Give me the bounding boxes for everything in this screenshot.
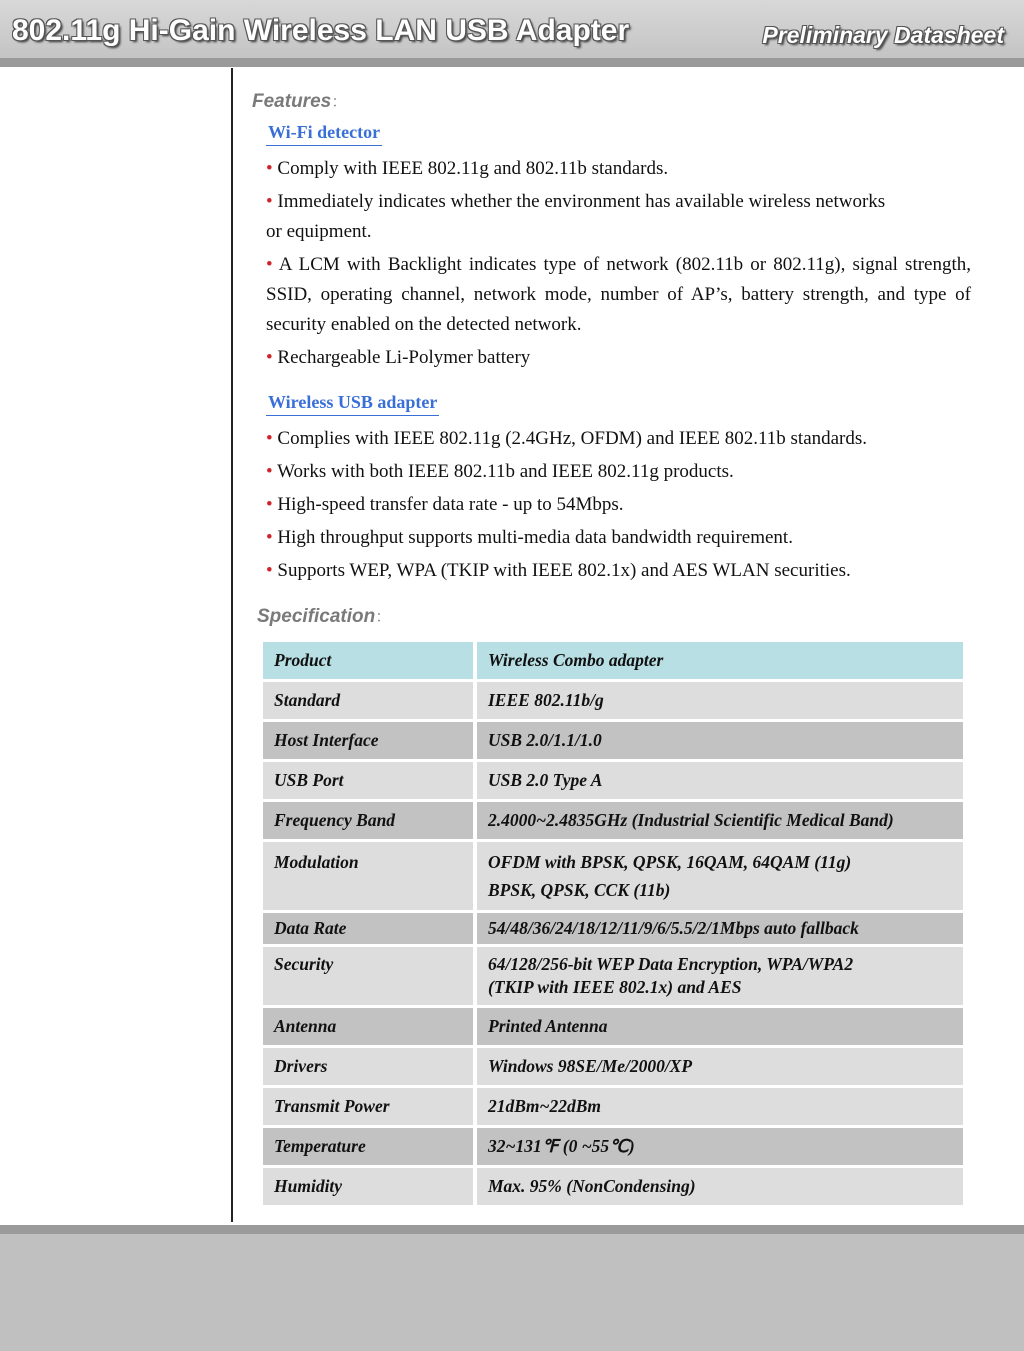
wifi-detector-subheading: Wi-Fi detector [266, 122, 382, 146]
footer-band [0, 1234, 1024, 1351]
list-item [266, 490, 971, 520]
list-item-text: Complies with IEEE 802.11g (2.4GHz, OFDM) and IEEE 802.11b standards. [277, 428, 868, 449]
spec-value: 21dBm~22dBm [477, 1088, 963, 1125]
bullet-icon: • [266, 461, 273, 482]
list-item [266, 457, 971, 487]
spec-value: Windows 98SE/Me/2000/XP [477, 1048, 963, 1085]
spec-label: Humidity [263, 1168, 473, 1205]
spec-label: Data Rate [263, 913, 473, 944]
document-subtitle: Preliminary Datasheet [762, 22, 1004, 48]
spec-value: Max. 95% (NonCondensing) [477, 1168, 963, 1205]
list-item-text: High throughput supports multi-media data bandwidth requirement. [277, 527, 793, 548]
bullet-icon: • [266, 428, 273, 449]
spec-label: Security [263, 947, 473, 1005]
table-row [263, 1008, 963, 1045]
usb-adapter-list [266, 424, 971, 589]
list-item-text: Supports WEP, WPA (TKIP with IEEE 802.1x) and AES WLAN securities. [277, 560, 851, 581]
list-item-text: Rechargeable Li-Polymer battery [277, 347, 531, 368]
specification-heading-text: Specification [257, 606, 376, 627]
spec-label: Temperature [263, 1128, 473, 1165]
spec-value [477, 842, 963, 910]
wifi-detector-list [266, 154, 971, 376]
table-row [263, 1048, 963, 1085]
table-row [263, 642, 963, 679]
spec-value: USB 2.0 Type A [477, 762, 963, 799]
bullet-icon: • [266, 527, 273, 548]
features-heading [252, 89, 347, 113]
spec-value [477, 947, 963, 1005]
spec-value: 54/48/36/24/18/12/11/9/6/5.5/2/1Mbps auto fallback [477, 913, 963, 944]
spec-value: Printed Antenna [477, 1008, 963, 1045]
spec-label: Standard [263, 682, 473, 719]
spec-value-line: OFDM with BPSK, QPSK, 16QAM, 64QAM (11g) [488, 852, 852, 872]
table-row [263, 913, 963, 944]
list-item [266, 250, 971, 340]
list-item [266, 523, 971, 553]
list-item-text: A LCM with Backlight indicates type of network (802.11b or 802.11g), signal strength, SSID, operating channel, network mode, number of AP’s, battery strength, and type of security enabled on the detected network. [266, 254, 972, 335]
spec-label: Frequency Band [263, 802, 473, 839]
bullet-icon: • [266, 347, 273, 368]
spec-label: Host Interface [263, 722, 473, 759]
spec-value-line: (TKIP with IEEE 802.1x) and AES [488, 977, 742, 997]
spec-value: USB 2.0/1.1/1.0 [477, 722, 963, 759]
features-heading-colon: ： [331, 94, 348, 111]
table-row [263, 947, 963, 1005]
spec-value: IEEE 802.11b/g [477, 682, 963, 719]
features-heading-text: Features [252, 91, 332, 112]
list-item-text: Works with both IEEE 802.11b and IEEE 802.11g products. [277, 461, 734, 482]
footer-divider [0, 1225, 1024, 1234]
table-row [263, 1168, 963, 1205]
table-row [263, 1088, 963, 1125]
list-item-text: Immediately indicates whether the environment has available wireless networks or equipment. [266, 191, 886, 242]
spec-value-line: BPSK, QPSK, CCK (11b) [488, 880, 671, 900]
bullet-icon: • [266, 494, 273, 515]
table-row [263, 682, 963, 719]
spec-label: USB Port [263, 762, 473, 799]
table-row [263, 722, 963, 759]
usb-adapter-subheading: Wireless USB adapter [266, 392, 439, 416]
table-row [263, 802, 963, 839]
list-item-text: Comply with IEEE 802.11g and 802.11b standards. [277, 158, 669, 179]
spec-label: Antenna [263, 1008, 473, 1045]
specification-heading [257, 604, 391, 628]
spec-label: Product [263, 642, 473, 679]
list-item-text: High-speed transfer data rate - up to 54Mbps. [277, 494, 624, 515]
left-margin-rule [231, 68, 233, 1222]
table-row [263, 842, 963, 910]
header-divider [0, 58, 1024, 67]
bullet-icon: • [266, 254, 273, 275]
spec-value-line: 64/128/256-bit WEP Data Encryption, WPA/WPA2 [488, 954, 854, 974]
list-item [266, 154, 971, 184]
list-item [266, 187, 971, 247]
bullet-icon: • [266, 191, 273, 212]
table-row [263, 762, 963, 799]
bullet-icon: • [266, 158, 273, 179]
list-item [266, 343, 971, 373]
specification-table [259, 639, 967, 1208]
spec-label: Transmit Power [263, 1088, 473, 1125]
spec-label: Modulation [263, 842, 473, 910]
header-band [0, 0, 1024, 58]
spec-label: Drivers [263, 1048, 473, 1085]
document-title: 802.11g Hi-Gain Wireless LAN USB Adapter [12, 14, 630, 47]
table-row [263, 1128, 963, 1165]
spec-value: 32~131℉ (0 ~55℃) [477, 1128, 963, 1165]
list-item [266, 556, 971, 586]
spec-value: Wireless Combo adapter [477, 642, 963, 679]
spec-value: 2.4000~2.4835GHz (Industrial Scientific Medical Band) [477, 802, 963, 839]
bullet-icon: • [266, 560, 273, 581]
list-item [266, 424, 971, 454]
specification-heading-colon: ： [375, 609, 392, 626]
